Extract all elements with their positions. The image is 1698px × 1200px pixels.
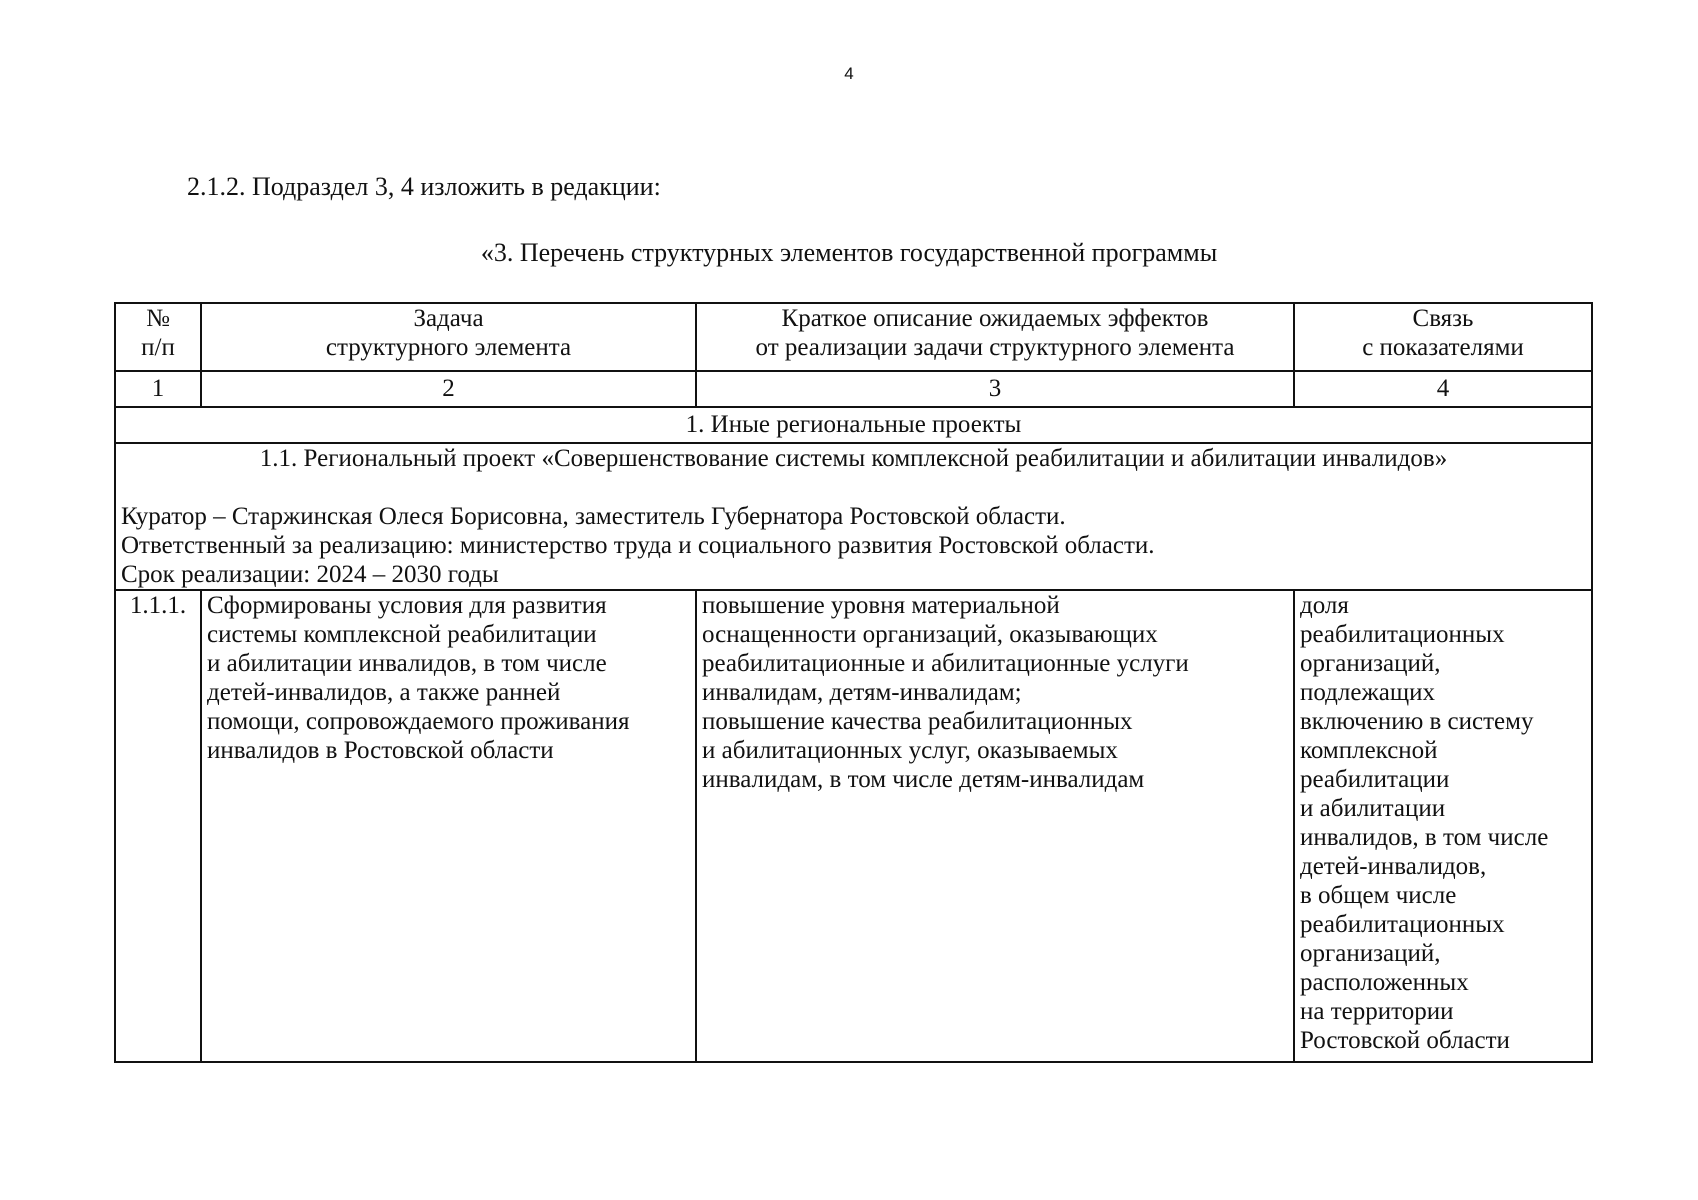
indicator-line: организаций, [1300,940,1441,967]
table-title: «3. Перечень структурных элементов государственной программы [480,238,1218,267]
indicator-line: организаций, [1300,650,1441,677]
effects-line: повышение уровня материальной [702,592,1060,619]
page-number: 4 [844,64,854,83]
amendment-instruction: 2.1.2. Подраздел 3, 4 изложить в редакции: [187,172,661,201]
table-row [115,590,1592,1062]
task-line: детей-инвалидов, а также ранней [207,679,561,706]
indicator-line: подлежащих [1300,679,1435,706]
effects-cell [696,590,1294,1062]
header-indicators [1294,303,1592,371]
indicator-line: доля [1300,592,1349,619]
task-line: помощи, сопровождаемого проживания [207,708,630,735]
indicator-line: в общем числе [1300,882,1457,909]
header-effects [696,303,1294,371]
indicators-cell [1294,590,1592,1062]
section-row [115,407,1592,443]
header-line: Задача [413,305,484,332]
effects-line: оснащенности организаций, оказывающих [702,621,1158,648]
project-term: Срок реализации: 2024 – 2030 годы [121,561,499,588]
structural-elements-table [114,302,1593,1063]
task-line: инвалидов в Ростовской области [207,737,554,764]
effects-line: реабилитационные и абилитационные услуги [702,650,1189,677]
effects-line: повышение качества реабилитационных [702,708,1133,735]
header-number [115,303,201,371]
indicator-line: комплексной [1300,737,1438,764]
indicator-line: расположенных [1300,969,1469,996]
header-line: с показателями [1362,334,1524,361]
effects-line: и абилитационных услуг, оказываемых [702,737,1118,764]
header-line: № [146,305,170,332]
column-number: 1 [115,371,201,407]
column-number: 2 [201,371,696,407]
indicator-line: реабилитации [1300,766,1450,793]
project-title: 1.1. Региональный проект «Совершенствование системы комплексной реабилитации и абилитации инвалидов» [259,445,1448,472]
column-number: 4 [1294,371,1592,407]
task-line: и абилитации инвалидов, в том числе [207,650,607,677]
table-header-row [115,303,1592,371]
indicator-line: на территории [1300,998,1454,1025]
indicator-line: детей-инвалидов, [1300,853,1487,880]
effects-line: инвалидам, детям-инвалидам; [702,679,1022,706]
indicator-line: реабилитационных [1300,911,1505,938]
column-number: 3 [696,371,1294,407]
column-number-row [115,371,1592,407]
header-line: Связь [1412,305,1474,332]
indicator-line: Ростовской области [1300,1027,1510,1054]
header-task [201,303,696,371]
indicator-line: включению в систему [1300,708,1534,735]
task-line: Сформированы условия для развития [207,592,607,619]
task-cell [201,590,696,1062]
header-line: структурного элемента [325,334,572,361]
task-line: системы комплексной реабилитации [207,621,597,648]
row-number: 1.1.1. [115,590,201,1062]
effects-line: инвалидам, в том числе детям-инвалидам [702,766,1145,793]
indicator-line: реабилитационных [1300,621,1505,648]
indicator-line: и абилитации [1300,795,1446,822]
project-row [115,443,1592,590]
header-line: Краткое описание ожидаемых эффектов [781,305,1209,332]
project-curator: Куратор – Старжинская Олеся Борисовна, заместитель Губернатора Ростовской области. [121,503,1066,530]
section-title: 1. Иные региональные проекты [115,407,1592,443]
indicator-line: инвалидов, в том числе [1300,824,1549,851]
project-cell [115,443,1592,590]
header-line: от реализации задачи структурного элемента [755,334,1235,361]
header-line: п/п [141,334,175,361]
project-responsible: Ответственный за реализацию: министерство труда и социального развития Ростовской области. [121,532,1155,559]
